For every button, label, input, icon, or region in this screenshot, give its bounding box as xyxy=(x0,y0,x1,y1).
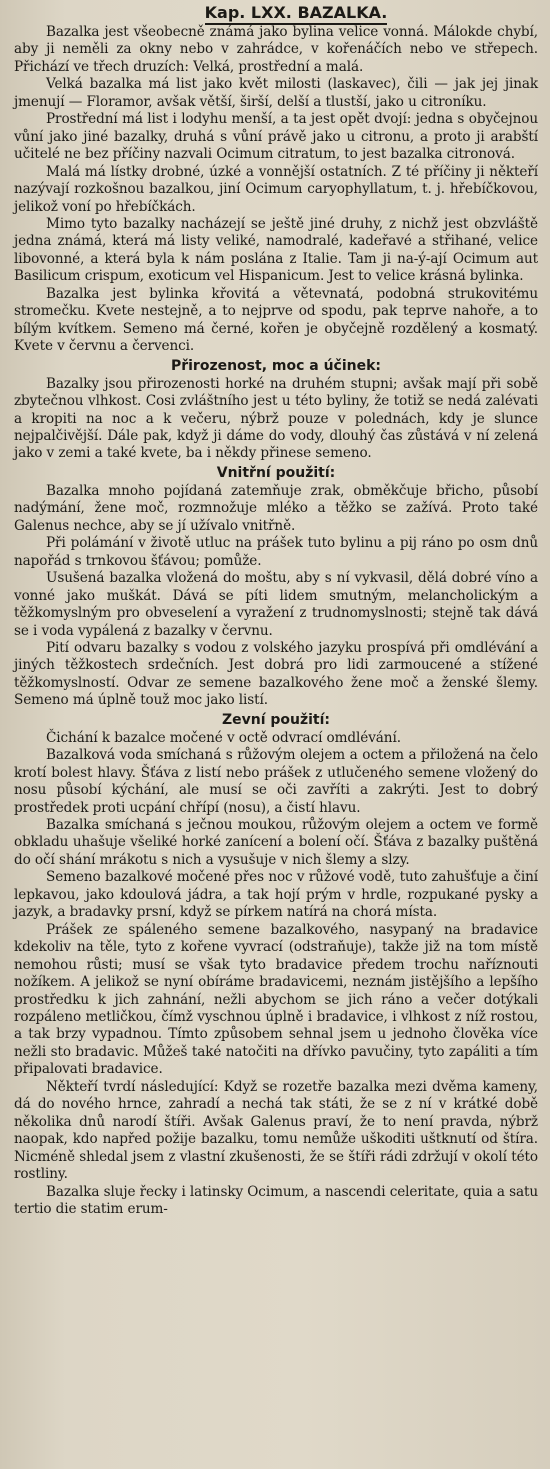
paragraph: Čichání k bazalce močené v octě odvrací omdlévání. xyxy=(46,729,401,746)
section-heading: Vnitřní použití: xyxy=(216,464,336,481)
paragraph: Usušená bazalka vložená do moštu, aby s ní vykvasil, dělá dobré víno a vonné jako muškát. Dává se píti lidem smutným, melancholickým a těžkomyslným pro obveselení a vyražení z trudnomyslnosti; stejně tak dává se i voda vypálená z bazalky v červnu. xyxy=(14,570,538,639)
chapter-title xyxy=(14,4,538,22)
paragraph: Bazalka smíchaná s ječnou moukou, růžovým olejem a octem ve formě obkladu uhašuje všeliké horké zanícení a bolení očí. Šťáva z bazalky puštěná do očí shání mrákotu s nich a vysušuje v nich šlemy a slzy. xyxy=(14,817,538,868)
paragraph: Bazalková voda smíchaná s růžovým olejem a octem a přiložená na čelo krotí bolest hlavy. Šťáva z listí nebo prášek z utlučeného semene vložený do nosu působí kýchání, ale musí se oči zavříti a zakrýti. Jest to dobrý prostředek proti ucpání chřípí (nosu), a čistí hlavu. xyxy=(14,747,538,816)
paragraph: Při polámání v životě utluc na prášek tuto bylinu a pij ráno po osm dnů napořád s trnkovou šťávou; pomůže. xyxy=(14,535,538,569)
paragraph: Bazalka jest všeobecně známá jako bylina velice vonná. Málokde chybí, aby ji neměli za okny nebo v zahrádce, v kořenáčích nebo ve střepech. Přichází ve třech druzích: Velká, prostřední a malá. xyxy=(14,24,538,75)
section-heading: Zevní použití: xyxy=(221,711,331,728)
paragraph: Pití odvaru bazalky s vodou z volského jazyku prospívá při omdlévání a jiných těžkostech srdečních. Jest dobrá pro lidi zarmoucené a stížené těžkomyslností. Odvar ze semene bazalkového žene moč a ženské šlemy. Semeno má úplně touž moc jako listí. xyxy=(14,639,538,709)
chapter-title-text: Kap. LXX. BAZALKA. xyxy=(205,3,388,25)
section-heading: Přirozenost, moc a účinek: xyxy=(170,357,382,374)
paragraph: Mimo tyto bazalky nacházejí se ještě jiné druhy, z nichž jest obzvláště jedna známá, která má listy veliké, namodralé, kadeřavé a střihané, velice libovonné, a která byla k nám poslána z Italie. Tam ji na-ý-ají Ocimum aut Basilicum crispum, exoticum vel Hispanicum. Jest to velice krásná bylinka. xyxy=(14,215,538,285)
chapter-body xyxy=(14,24,538,1218)
paragraph: Bazalka jest bylinka křovitá a větevnatá, podobná strukovitému stromečku. Kvete nestejně, a to nejprve od spodu, pak teprve nahoře, a to bílým kvítkem. Semeno má černé, kořen je obyčejně rozdělený a kosmatý. Kvete v červnu a červenci. xyxy=(14,285,538,355)
paragraph: Někteří tvrdí následující: Když se rozetře bazalka mezi dvěma kameny, dá do nového hrnce, zahradí a nechá tak státi, že se z ní v krátké době několika dnů narodí štíři. Avšak Galenus praví, že to není pravda, nýbrž naopak, kdo napřed požije bazalku, tomu nemůže uškoditi uštknutí od štíra. Nicméně shledal jsem z vlastní zkušenosti, že se štíři rádi zdržují v okolí této rostliny. xyxy=(14,1078,538,1183)
paragraph: Bazalky jsou přirozenosti horké na druhém stupni; avšak mají při sobě zbytečnou vlhkost. Cosi zvláštního jest u této byliny, že totiž se nedá zalévati a kropiti na noc a k večeru, nýbrž pouze v polednách, kdy je slunce nejpalčivější. Dále pak, když ji dáme do vody, dlouhý čas zůstává v ní zelená jako v zemi a také kvete, ba i někdy přinese semeno. xyxy=(14,375,538,462)
paragraph: Malá má lístky drobné, úzké a vonnější ostatních. Z té příčiny ji někteří nazývají rozkošnou bazalkou, jiní Ocimum caryophyllatum, t. j. hřebíčkovou, jelikož voní po hřebíčkách. xyxy=(14,163,538,215)
paragraph: Velká bazalka má list jako květ milosti (laskavec), čili — jak jej jinak jmenují — Floramor, avšak větší, širší, delší a tlustší, jako u citroníku. xyxy=(14,76,538,110)
paragraph: Semeno bazalkové močené přes noc v růžové vodě, tuto zahušťuje a činí lepkavou, jako kdoulová jádra, a tak hojí prým v hrdle, rozpukané pysky a jazyk, a bradavky prsní, když se pírkem natírá na chorá místa. xyxy=(14,869,538,921)
paragraph: Bazalka sluje řecky i latinsky Ocimum, a nascendi celeritate, quia a satu tertio die statim erum- xyxy=(14,1183,538,1217)
paragraph: Prášek ze spáleného semene bazalkového, nasypaný na bradavice kdekoliv na těle, tyto z kořene vyvrací (odstraňuje), takže již na tom místě nemohou růsti; musí se však tyto bradavice předem trochu naříznouti nožíkem. A jelikož se nyní obíráme bradavicemi, neznám jistějšího a lepšího prostředku k jich zahnání, nežli abychom se jich ráno a večer dotýkali rozpáleno metličkou, čímž vyschnou úplně i bradavice, i vlhkost z níž rostou, a tak brzy vypadnou. Tímto způsobem sehnal jsem u jednoho člověka více nežli sto bradavic. Můžeš také natočiti na dřívko pavučiny, tyto zapáliti a tím připalovati bradavice. xyxy=(14,921,538,1078)
paragraph: Prostřední má list i lodyhu menší, a ta jest opět dvojí: jedna s obyčejnou vůní jako jiné bazalky, druhá s vůní právě jako u citronu, a proto ji arabští učitelé ne bez příčiny nazvali Ocimum citratum, to jest bazalka citronová. xyxy=(14,111,538,163)
paragraph: Bazalka mnoho pojídaná zatemňuje zrak, obměkčuje břicho, působí nadýmání, žene moč, rozmnožuje mléko a těžko se zažívá. Proto také Galenus nechce, aby se jí užívalo vnitřně. xyxy=(14,482,538,534)
